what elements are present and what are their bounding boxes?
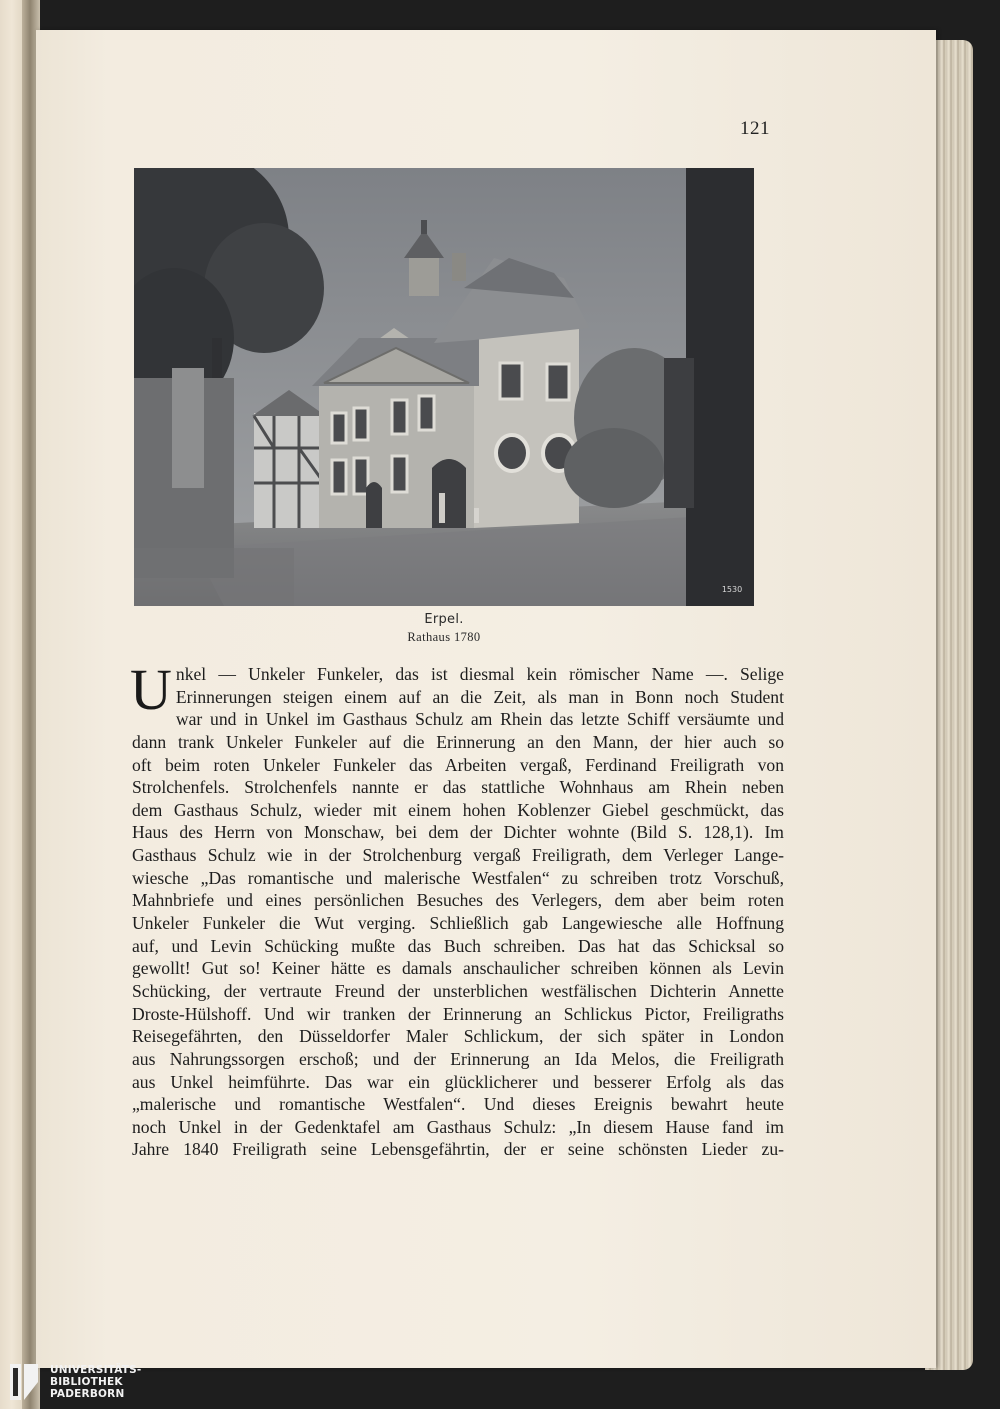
- book-page: [36, 30, 936, 1368]
- text-line: oft beim roten Unkeler Funkeler das Arbeiten vergaß, Ferdinand Freiligrath von: [132, 754, 784, 775]
- text-line: „malerische und romantische Westfalen“. Und dieses Ereignis bewahrt heute: [132, 1094, 784, 1115]
- text-line: dem Gasthaus Schulz, wieder mit einem hohen Koblenzer Giebel geschmückt, das: [132, 799, 784, 820]
- page-number: 121: [740, 118, 770, 139]
- body-text: [130, 657, 784, 1161]
- caption-subtitle: Rathaus 1780: [407, 630, 481, 644]
- text-line: Droste-Hülshoff. Und wir tranken der Erinnerung an Schlickus Pictor, Freiligraths: [132, 1003, 784, 1024]
- library-logo-text: UNIVERSITÄTS- BIBLIOTHEK PADERBORN: [50, 1364, 142, 1400]
- text-line: Jahre 1840 Freiligrath seine Lebensgefährtin, der er seine schönsten Lieder zu-: [132, 1139, 784, 1160]
- text-line: auf, und Levin Schücking mußte das Buch schreiben. Das hat das Schicksal so: [132, 935, 784, 956]
- text-line: aus Nahrungssorgen erschoß; und der Erinnerung an Ida Melos, die Freiligrath: [132, 1048, 784, 1069]
- text-line: nkel — Unkeler Funkeler, das ist diesmal kein römischer Name —. Selige: [175, 664, 784, 684]
- text-line: war und in Unkel im Gasthaus Schulz am Rhein das letzte Schiff versäumte und: [175, 709, 784, 730]
- drop-cap: U: [130, 657, 172, 722]
- text-line: noch Unkel in der Gedenktafel am Gasthaus Schulz: „In diesem Hause fand im: [132, 1116, 784, 1137]
- photograph-erpel-rathaus: [134, 168, 754, 606]
- text-line: Reisegefährten, den Düsseldorfer Maler Schlickum, der sich später in London: [132, 1026, 784, 1047]
- text-line: Haus des Herrn von Monschaw, bei dem der Dichter wohnte (Bild S. 128,1). Im: [132, 822, 784, 843]
- text-line: Gasthaus Schulz wie in der Strolchenburg vergaß Freiligrath, dem Verleger Lange-: [132, 845, 784, 866]
- text-line: dann trank Unkeler Funkeler auf die Erinnerung an den Mann, der hier auch so: [132, 731, 784, 752]
- library-logo-icon: [8, 1362, 40, 1402]
- caption-title: Erpel.: [424, 612, 464, 627]
- text-line: wiesche „Das romantische und malerische Westfalen“ zu schreiben trotz Vorschuß,: [132, 867, 784, 888]
- text-line: gewollt! Gut so! Keiner hätte es damals anschaulicher schreiben können als Levin: [132, 958, 784, 979]
- text-line: Schücking, der vertraute Freund der unsterblichen westfälischen Dichterin Annette: [132, 980, 784, 1001]
- library-logo: [8, 1361, 141, 1403]
- text-line: Strolchenfels. Strolchenfels nannte er das stattliche Wohnhaus am Rhein neben: [132, 777, 784, 798]
- photographer-signature: 1530: [721, 585, 743, 594]
- text-line: Unkeler Funkeler die Wut verging. Schließlich gab Langewiesche alle Hoffnung: [132, 913, 784, 934]
- text-line: Erinnerungen steigen einem auf an die Zeit, als man in Bonn noch Student: [175, 686, 784, 707]
- text-line: aus Unkel heimführte. Das war ein glücklicherer und besserer Erfolg als das: [132, 1071, 784, 1092]
- text-line: Mahnbriefe und eines persönlichen Besuches des Verlegers, dem aber beim roten: [132, 890, 784, 911]
